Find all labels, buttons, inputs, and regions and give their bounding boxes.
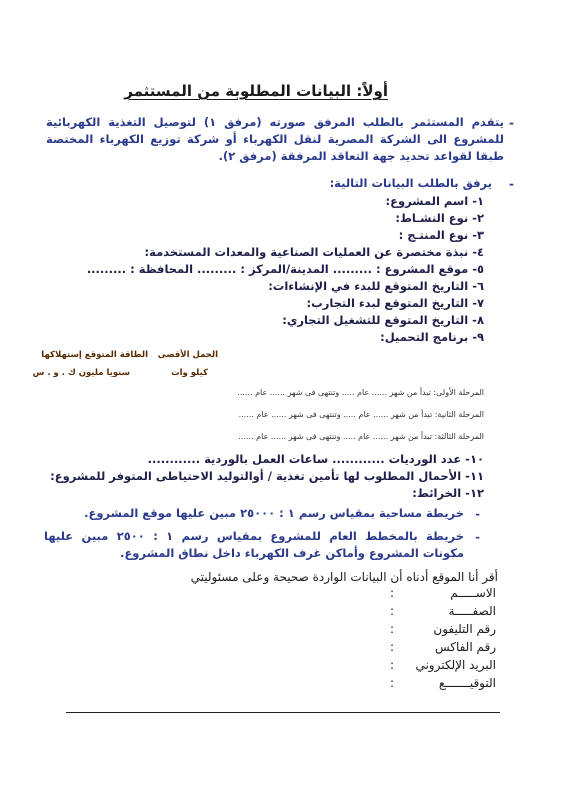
attach-dash: - [509, 177, 514, 191]
list-item: ٥- موقع المشروع : ......... المدينة/المركز : ......... المحافظة : ......... [86, 262, 484, 276]
map-dash: - [475, 507, 480, 521]
list-item: ٩- برنامج التحميل: [380, 330, 484, 344]
page-title: أولاً: البيانات المطلوبة من المستثمر [124, 82, 388, 100]
load-table-col1-unit: كيلو وات [171, 368, 208, 378]
map-dash: - [475, 530, 480, 544]
intro-paragraph: يتقدم المستثمر بالطلب المرفق صورته (مرفق ١) لتوصيل التغذية الكهربائية للمشروع الى الشركة المصرية لنقل الكهرباء أو شركة توزيع الكهرباء المختصة طبقا لقواعد تحديد جهة التعاقد المرفقة (مرفق ٢). [46, 115, 504, 163]
field-label: الصفـــــة [448, 604, 496, 618]
list-item: ٦- التاريخ المتوقع للبدء في الإنشاءات: [268, 279, 484, 293]
phase-row: المرحلة الثانية: تبدأ من شهر ...... عام ..... وتنتهى فى شهر ...... عام ...... [238, 410, 484, 419]
field-label: التوقيـــــــع [438, 676, 496, 690]
phase-row: المرحلة الثالثة: تبدأ من شهر ...... عام ..... وتنتهى فى شهر ...... عام ...... [238, 432, 484, 441]
attach-heading: يرفق بالطلب البيانات التالية: [329, 176, 492, 190]
list-item: ١- اسم المشروع: [385, 194, 484, 208]
field-label: رقم التليفون [433, 622, 496, 636]
load-table-col2-unit: سنويا مليون ك . و . س [32, 368, 130, 378]
phase-row: المرحلة الأولى: تبدأ من شهر ...... عام ..... وتنتهى فى شهر ...... عام ...... [237, 388, 484, 397]
list-item: ١٠- عدد الورديات ............ ساعات العمل بالوردية ............ [147, 452, 484, 466]
field-colon: : [389, 658, 394, 672]
intro-dash: - [509, 116, 514, 130]
declaration: أقر أنا الموقع أدناه أن البيانات الواردة صحيحة وعلى مسئوليتي [190, 570, 498, 584]
map-item: خريطة بالمخطط العام للمشروع بمقياس رسم ١ : ٢٥٠٠ مبين عليها مكونات المشروع وأماكن غرف الكهرباء داخل نطاق المشروع. [44, 529, 464, 560]
list-item: ١٢- الخرائط: [412, 486, 484, 500]
field-label: البريد الإلكتروني [415, 658, 496, 672]
list-item: ٣- نوع المنتـج : [398, 228, 484, 242]
field-label: رقم الفاكس [434, 640, 496, 654]
load-table-col2-header: الطاقة المتوقع إستهلاكها [41, 350, 148, 360]
list-item: ٤- نبذة مختصرة عن العمليات الصناعية والمعدات المستخدمة: [144, 245, 484, 259]
field-colon: : [389, 604, 394, 618]
field-colon: : [389, 676, 394, 690]
field-colon: : [389, 622, 394, 636]
list-item: ٨- التاريخ المتوقع للتشغيل التجاري: [282, 313, 484, 327]
field-colon: : [389, 586, 394, 600]
field-colon: : [389, 640, 394, 654]
footer-divider [66, 712, 500, 713]
list-item: ١١- الأحمال المطلوب لها تأمين تغذية / أوالتوليد الاحتياطى المتوفر للمشروع: [50, 469, 484, 483]
map-item: خريطة مساحية بمقياس رسم ١ : ٢٥٠٠٠ مبين عليها موقع المشروع. [84, 506, 464, 520]
field-label: الاســـــم [450, 586, 496, 600]
load-table-col1-header: الحمل الأقصى [157, 350, 218, 360]
list-item: ٢- نوع النشـاط: [395, 211, 484, 225]
list-item: ٧- التاريخ المتوقع لبدء التجارب: [306, 296, 484, 310]
